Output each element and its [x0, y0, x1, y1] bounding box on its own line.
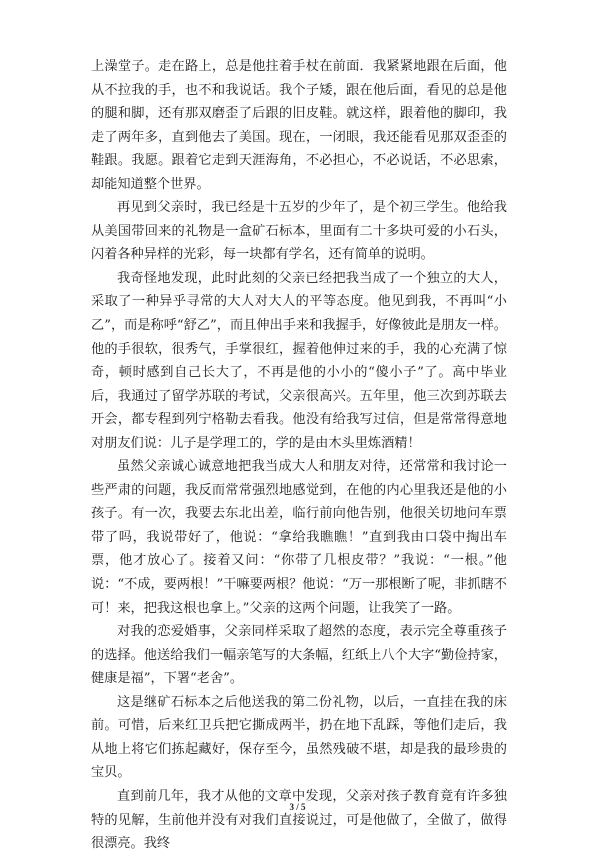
paragraph: 再见到父亲时，我已经是十五岁的少年了，是个初三学生。他给我从美国带回来的礼物是一盒矿石标本，里面有二十多块可爱的小石头，闪着各种异样的光彩，每一块都有学名，还有简单的说明。 [91, 200, 507, 263]
page-number: 3 / 5 [289, 802, 306, 812]
paragraph: 虽然父亲诚心诚意地把我当成大人和朋友对待，还常常和我讨论一些严肃的问题，我反而常常强烈地感觉到，在他的内心里我还是他的小孩子。有一次，我要去东北出差，临行前向他告别，他很关切地问车票带了吗，我说带好了，他说：“拿给我瞧瞧！”直到我由口袋中掏出车票，他才放心了。接着又问：“你带了几根皮带？”我说：“一根。”他说：“不成，要两根！”干嘛要两根？他说：“万一那根断了呢，非抓瞎不可！来，把我这根也拿上。”父亲的这两个问题，让我笑了一路。 [91, 459, 507, 616]
paragraph: 对我的恋爱婚事，父亲同样采取了超然的态度，表示完全尊重孩子的选择。他送给我们一幅亲笔写的大条幅，红纸上八个大字“勤俭持家，健康是福”，下署“老舍”。 [91, 624, 507, 687]
document-body [91, 55, 507, 856]
paragraph: 上澡堂子。走在路上，总是他拄着手杖在前面．我紧紧地跟在后面，他从不拉我的手，也不和我说话。我个子矮，跟在他后面，看见的总是他的腿和脚，还有那双磨歪了后跟的旧皮鞋。就这样，跟着他的脚印，我走了两年多，直到他去了美国。现在，一闭眼，我还能看见那双歪歪的鞋跟。我愿。跟着它走到天涯海角，不必担心，不必说话，不必思索，却能知道整个世界。 [91, 59, 507, 192]
paragraph: 我奇怪地发现，此时此刻的父亲已经把我当成了一个独立的大人，采取了一种异乎寻常的大人对大人的平等态度。他见到我，不再叫“小乙”，而是称呼“舒乙”，而且伸出手来和我握手，好像彼此是朋友一样。他的手很软，很秀气，手掌很红，握着他伸过来的手，我的心充满了惊奇，顿时感到自己长大了，不再是他的小小的“傻小子”了。高中毕业后，我通过了留学苏联的考试，父亲很高兴。五年里，他三次到苏联去开会，都专程到列宁格勒去看我。他没有给我写过信，但是常常得意地对朋友们说：儿子是学理工的，学的是由木头里炼酒精！ [91, 270, 507, 451]
paragraph: 这是继矿石标本之后他送我的第二份礼物，以后，一直挂在我的床前。可惜，后来红卫兵把它撕成两半，扔在地下乱踩，等他们走后，我从地上将它们拣起藏好，保存至今，虽然残破不堪，却是我的最珍贵的宝贝。 [91, 694, 507, 781]
paragraph: 直到前几年，我才从他的文章中发现，父亲对孩子教育竟有许多独特的见解，生前他并没有对我们直接说过，可是他做了，全做了，做得很漂亮。我终 [91, 788, 507, 852]
